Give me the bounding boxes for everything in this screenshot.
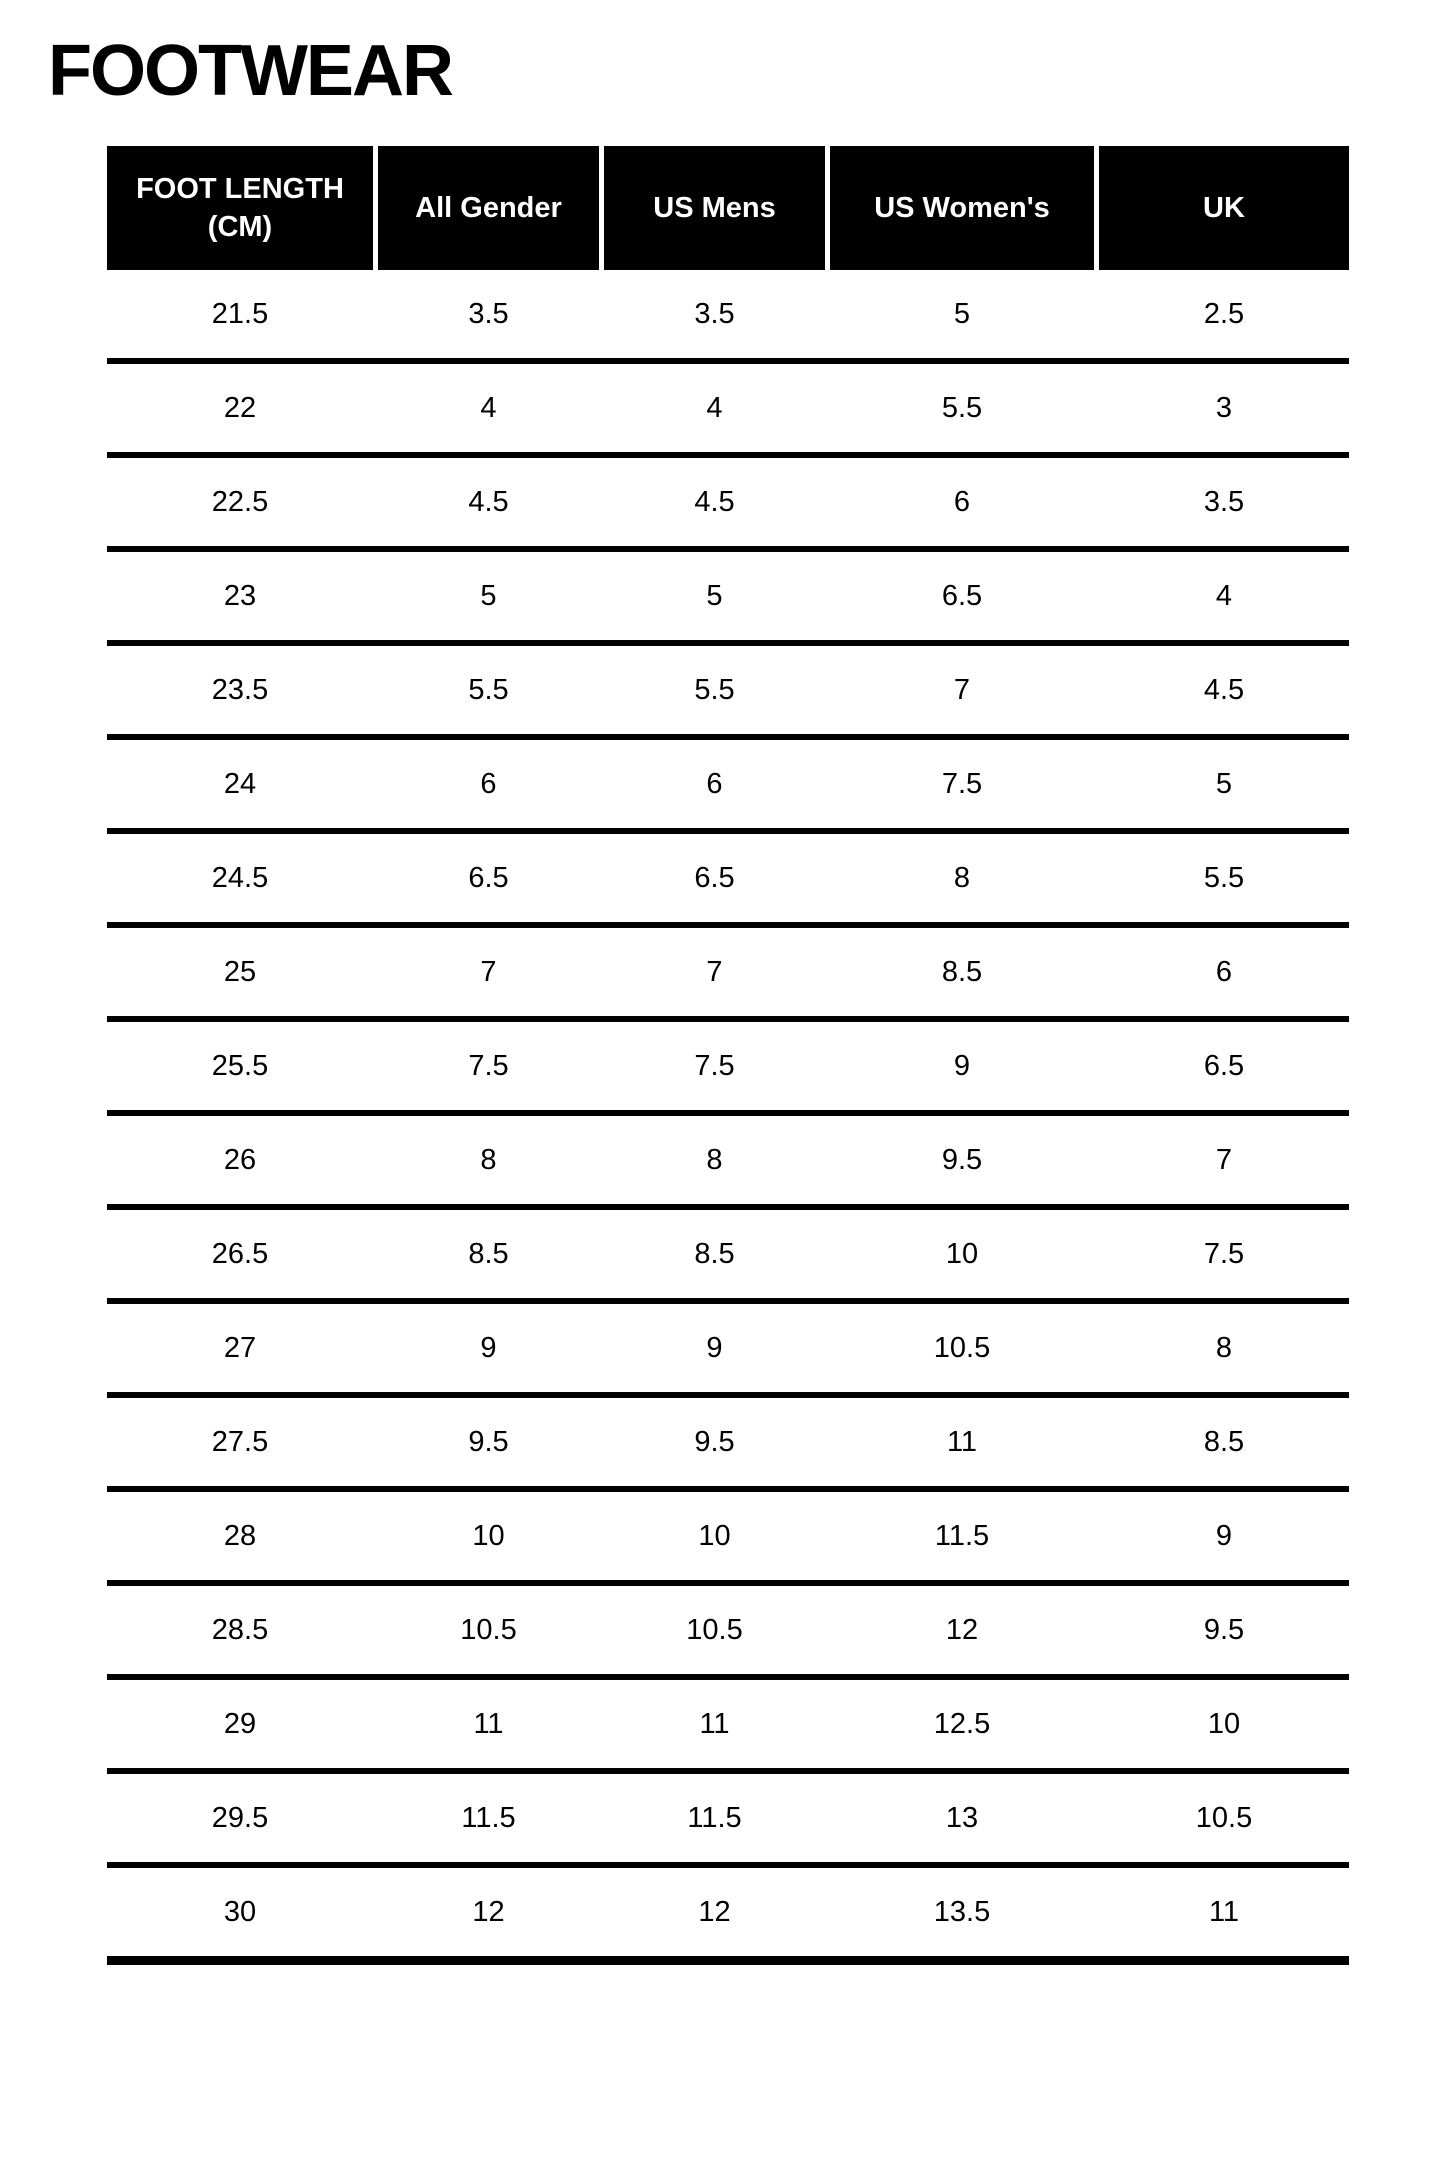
table-cell-all-gender: 11 xyxy=(473,1707,504,1740)
table-cell-all-gender: 4.5 xyxy=(468,485,509,518)
table-cell-us-womens: 12.5 xyxy=(933,1707,991,1740)
column-header-label: UK xyxy=(1203,191,1245,224)
page-title: FOOTWEAR xyxy=(48,31,452,111)
table-cell-uk: 10 xyxy=(1207,1707,1241,1740)
table-cell-us-womens: 9 xyxy=(953,1049,971,1082)
table-row xyxy=(107,1680,1349,1774)
table-cell-us-mens: 4.5 xyxy=(694,485,735,518)
table-cell-foot-length: 30 xyxy=(223,1895,257,1928)
table-cell-foot-length: 21.5 xyxy=(211,297,269,330)
table-cell-us-mens: 7.5 xyxy=(694,1049,735,1082)
table-cell-uk: 5.5 xyxy=(1203,861,1245,894)
table-cell-all-gender: 6 xyxy=(480,767,497,800)
table-cell-us-womens: 11 xyxy=(946,1425,978,1458)
table-cell-foot-length: 24 xyxy=(223,767,257,800)
table-cell-foot-length: 26 xyxy=(223,1143,257,1176)
table-cell-uk: 6.5 xyxy=(1203,1049,1245,1082)
table-cell-all-gender: 5.5 xyxy=(468,673,509,706)
table-cell-foot-length: 29 xyxy=(223,1707,257,1740)
table-row xyxy=(107,1210,1349,1304)
table-row xyxy=(107,1586,1349,1680)
table-cell-foot-length: 23 xyxy=(223,579,257,612)
column-header-label: FOOT LENGTH (CM) xyxy=(136,172,344,243)
table-cell-us-mens: 6 xyxy=(706,767,723,800)
table-cell-uk: 10.5 xyxy=(1195,1801,1253,1834)
column-header-label: US Mens xyxy=(653,191,776,224)
table-cell-uk: 8 xyxy=(1215,1331,1233,1364)
table-cell-us-womens: 5.5 xyxy=(941,391,983,424)
table-header-row xyxy=(107,146,1349,270)
table-cell-us-mens: 3.5 xyxy=(694,297,735,330)
table-cell-us-womens: 8.5 xyxy=(941,955,983,988)
table-cell-us-mens: 9 xyxy=(706,1331,723,1364)
table-cell-foot-length: 28.5 xyxy=(211,1613,269,1646)
column-header-uk xyxy=(1099,146,1349,270)
table-cell-all-gender: 8 xyxy=(480,1143,497,1176)
table-cell-uk: 7 xyxy=(1215,1143,1233,1176)
table-cell-all-gender: 5 xyxy=(480,579,497,612)
table-cell-us-womens: 7 xyxy=(953,673,971,706)
table-cell-uk: 8.5 xyxy=(1203,1425,1245,1458)
table-cell-foot-length: 24.5 xyxy=(211,861,269,894)
table-cell-uk: 9 xyxy=(1215,1519,1233,1552)
table-cell-all-gender: 8.5 xyxy=(468,1237,509,1270)
table-cell-us-womens: 7.5 xyxy=(941,767,983,800)
table-cell-all-gender: 10.5 xyxy=(460,1613,517,1646)
column-header-foot-length-cm xyxy=(107,146,373,270)
table-row xyxy=(107,1398,1349,1492)
table-cell-us-mens: 8 xyxy=(706,1143,723,1176)
table-cell-all-gender: 9.5 xyxy=(468,1425,509,1458)
table-cell-all-gender: 12 xyxy=(472,1895,505,1928)
size-table xyxy=(107,146,1349,1965)
table-cell-us-womens: 10.5 xyxy=(933,1331,991,1364)
table-cell-uk: 5 xyxy=(1215,767,1233,800)
table-row xyxy=(107,458,1349,552)
table-cell-us-womens: 12 xyxy=(945,1613,979,1646)
table-cell-foot-length: 22.5 xyxy=(211,485,269,518)
table-row xyxy=(107,1116,1349,1210)
table-row xyxy=(107,740,1349,834)
table-cell-foot-length: 25 xyxy=(223,955,257,988)
table-cell-us-mens: 6.5 xyxy=(694,861,735,894)
table-cell-all-gender: 7.5 xyxy=(468,1049,509,1082)
table-cell-us-mens: 4 xyxy=(706,391,723,424)
table-cell-us-womens: 11.5 xyxy=(934,1519,990,1552)
column-header-us-mens xyxy=(604,146,825,270)
table-cell-us-womens: 6.5 xyxy=(941,579,983,612)
size-table-body xyxy=(107,270,1349,1965)
table-cell-all-gender: 11.5 xyxy=(461,1801,516,1834)
column-header-all-gender xyxy=(378,146,599,270)
table-row xyxy=(107,928,1349,1022)
table-cell-all-gender: 3.5 xyxy=(468,297,509,330)
table-cell-us-womens: 13.5 xyxy=(933,1895,991,1928)
table-cell-foot-length: 22 xyxy=(223,391,257,424)
table-cell-us-womens: 6 xyxy=(953,485,971,518)
table-cell-all-gender: 6.5 xyxy=(468,861,509,894)
table-cell-uk: 3.5 xyxy=(1203,485,1245,518)
table-row xyxy=(107,646,1349,740)
table-cell-uk: 9.5 xyxy=(1203,1613,1245,1646)
table-cell-all-gender: 7 xyxy=(480,955,497,988)
table-cell-us-mens: 11.5 xyxy=(687,1801,742,1834)
table-cell-uk: 11 xyxy=(1208,1895,1240,1928)
column-header-us-womens xyxy=(830,146,1094,270)
table-row xyxy=(107,1492,1349,1586)
table-cell-us-mens: 12 xyxy=(698,1895,731,1928)
table-row xyxy=(107,364,1349,458)
table-cell-us-womens: 10 xyxy=(945,1237,979,1270)
column-header-label: All Gender xyxy=(415,191,562,224)
table-cell-all-gender: 10 xyxy=(472,1519,505,1552)
table-cell-us-mens: 5 xyxy=(706,579,723,612)
table-row xyxy=(107,1774,1349,1868)
table-cell-us-womens: 8 xyxy=(953,861,971,894)
table-row xyxy=(107,1022,1349,1116)
table-cell-foot-length: 28 xyxy=(223,1519,257,1552)
column-header-label: US Women's xyxy=(874,191,1050,224)
table-cell-foot-length: 29.5 xyxy=(211,1801,269,1834)
table-cell-us-mens: 7 xyxy=(706,955,723,988)
table-cell-us-womens: 9.5 xyxy=(941,1143,983,1176)
table-cell-us-mens: 10.5 xyxy=(686,1613,743,1646)
table-row xyxy=(107,1304,1349,1398)
table-cell-foot-length: 27.5 xyxy=(211,1425,269,1458)
table-cell-uk: 4 xyxy=(1215,579,1233,612)
table-cell-all-gender: 9 xyxy=(480,1331,497,1364)
table-cell-us-womens: 13 xyxy=(945,1801,979,1834)
table-row xyxy=(107,1868,1349,1965)
table-cell-uk: 7.5 xyxy=(1203,1237,1245,1270)
table-cell-us-mens: 8.5 xyxy=(694,1237,735,1270)
table-row xyxy=(107,270,1349,364)
table-cell-foot-length: 25.5 xyxy=(211,1049,269,1082)
table-cell-all-gender: 4 xyxy=(480,391,497,424)
table-cell-foot-length: 23.5 xyxy=(211,673,269,706)
table-cell-us-womens: 5 xyxy=(953,297,971,330)
table-cell-us-mens: 9.5 xyxy=(694,1425,735,1458)
table-cell-uk: 4.5 xyxy=(1203,673,1245,706)
table-cell-us-mens: 5.5 xyxy=(694,673,735,706)
table-cell-uk: 2.5 xyxy=(1203,297,1245,330)
table-row xyxy=(107,552,1349,646)
table-cell-uk: 6 xyxy=(1215,955,1233,988)
table-cell-us-mens: 10 xyxy=(698,1519,731,1552)
table-cell-us-mens: 11 xyxy=(699,1707,730,1740)
table-cell-foot-length: 27 xyxy=(223,1331,257,1364)
table-row xyxy=(107,834,1349,928)
table-cell-uk: 3 xyxy=(1215,391,1233,424)
table-cell-foot-length: 26.5 xyxy=(211,1237,269,1270)
